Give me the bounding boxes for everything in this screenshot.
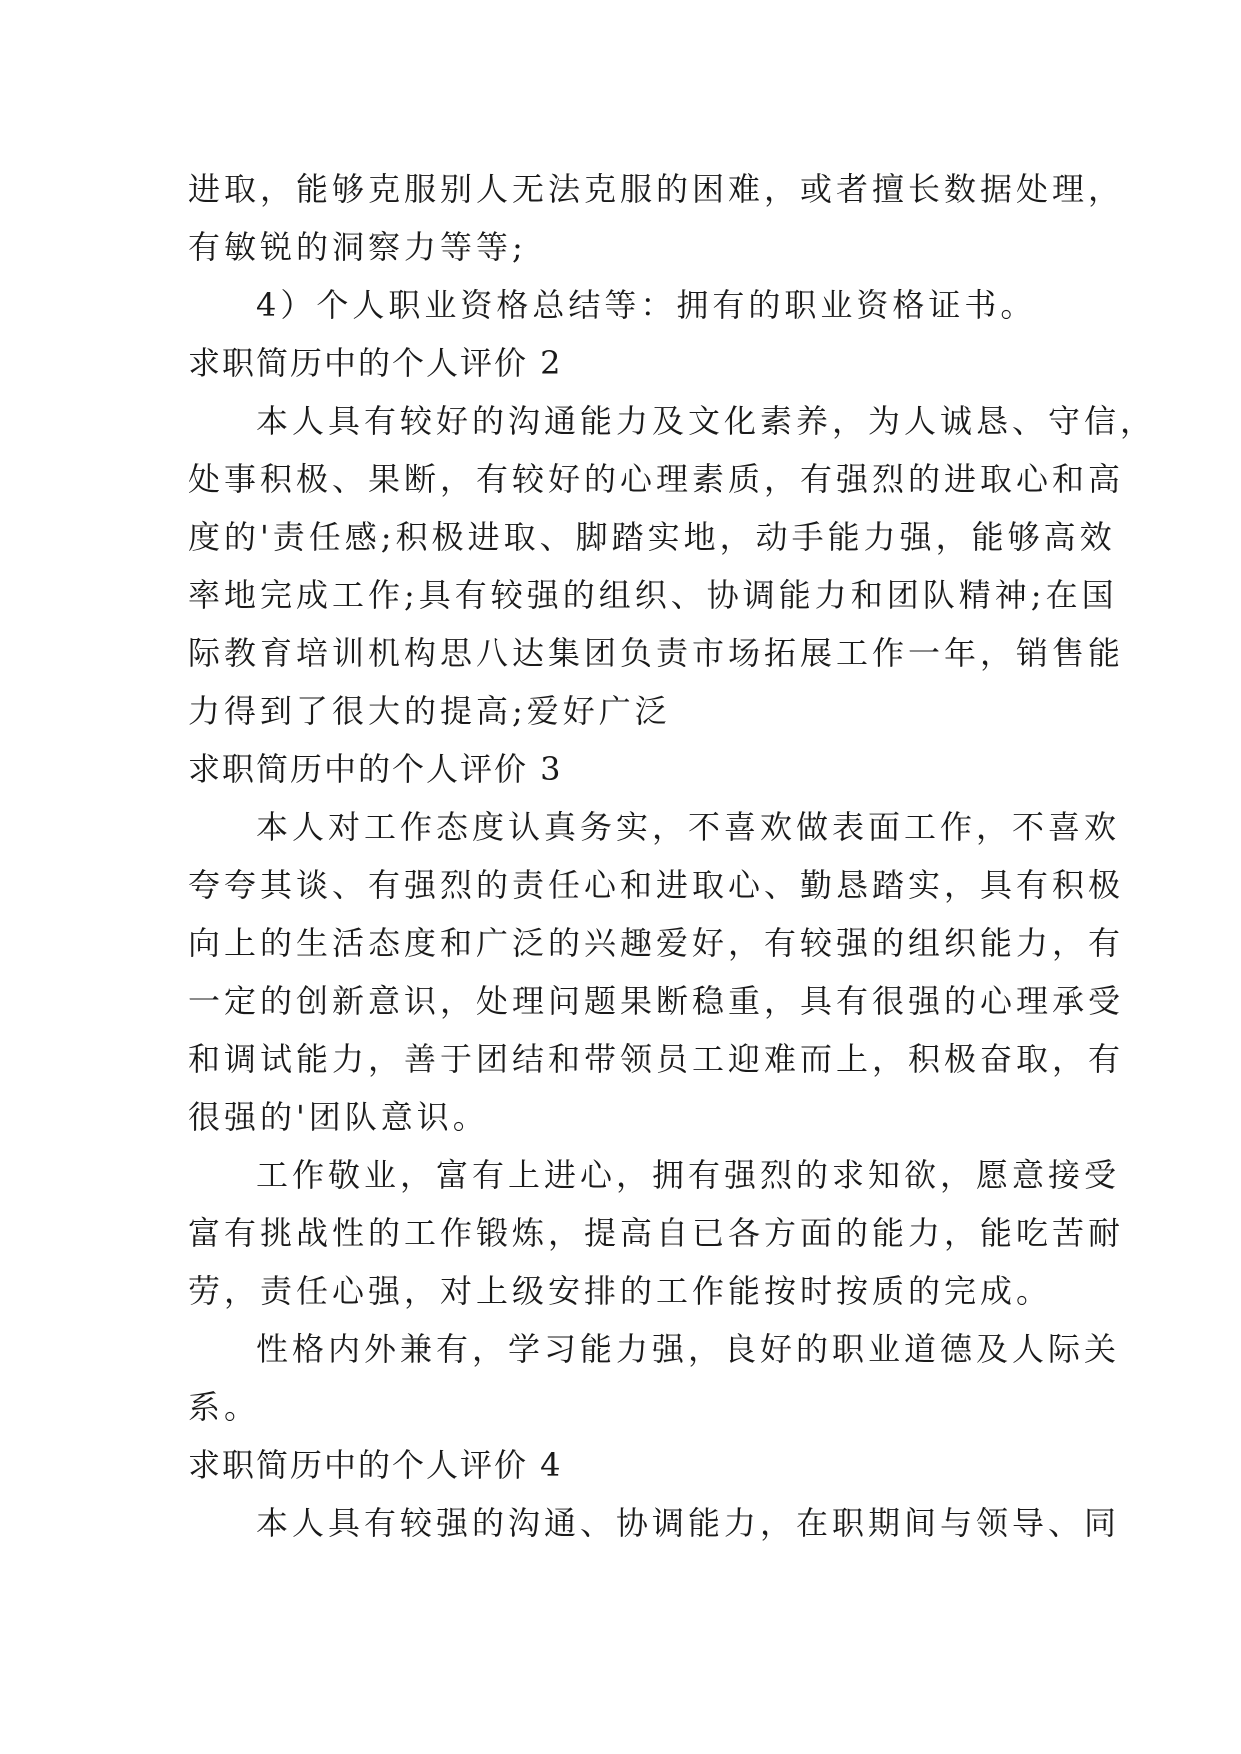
paragraph-line: 进取，能够克服别人无法克服的困难，或者擅长数据处理， — [188, 170, 1125, 208]
paragraph-line: 夸夸其谈、有强烈的责任心和进取心、勤恳踏实，具有积极 — [188, 866, 1125, 904]
section-heading-3: 求职简历中的个人评价 3 — [188, 750, 563, 788]
section-heading-2: 求职简历中的个人评价 2 — [188, 344, 563, 382]
paragraph-line: 处事积极、果断，有较好的心理素质，有强烈的进取心和高 — [188, 460, 1125, 498]
paragraph-line: 率地完成工作;具有较强的组织、协调能力和团队精神;在国 — [188, 576, 1118, 614]
paragraph-line: 很强的'团队意识。 — [188, 1098, 489, 1136]
section-heading-4: 求职简历中的个人评价 4 — [188, 1446, 563, 1484]
paragraph-line: 和调试能力，善于团结和带领员工迎难而上，积极奋取，有 — [188, 1040, 1125, 1078]
paragraph-line: 富有挑战性的工作锻炼，提高自已各方面的能力，能吃苦耐 — [188, 1214, 1125, 1252]
paragraph-line: 工作敬业，富有上进心，拥有强烈的求知欲，愿意接受 — [256, 1156, 1121, 1194]
paragraph-line: 4）个人职业资格总结等：拥有的职业资格证书。 — [256, 286, 1037, 324]
paragraph-line: 本人具有较好的沟通能力及文化素养，为人诚恳、守信， — [256, 402, 1157, 440]
paragraph-line: 本人对工作态度认真务实，不喜欢做表面工作，不喜欢 — [256, 808, 1121, 846]
paragraph-line: 度的'责任感;积极进取、脚踏实地，动手能力强，能够高效 — [188, 518, 1116, 556]
paragraph-line: 劳，责任心强，对上级安排的工作能按时按质的完成。 — [188, 1272, 1053, 1310]
paragraph-line: 有敏锐的洞察力等等; — [188, 228, 527, 266]
paragraph-line: 向上的生活态度和广泛的兴趣爱好，有较强的组织能力，有 — [188, 924, 1125, 962]
paragraph-line: 一定的创新意识，处理问题果断稳重，具有很强的心理承受 — [188, 982, 1125, 1020]
paragraph-line: 本人具有较强的沟通、协调能力，在职期间与领导、同 — [256, 1504, 1121, 1542]
paragraph-line: 际教育培训机构思八达集团负责市场拓展工作一年，销售能 — [188, 634, 1125, 672]
paragraph-line: 系。 — [188, 1388, 261, 1426]
paragraph-line: 性格内外兼有，学习能力强，良好的职业道德及人际关 — [256, 1330, 1121, 1368]
paragraph-line: 力得到了很大的提高;爱好广泛 — [188, 692, 671, 730]
document-body — [188, 160, 1157, 1552]
